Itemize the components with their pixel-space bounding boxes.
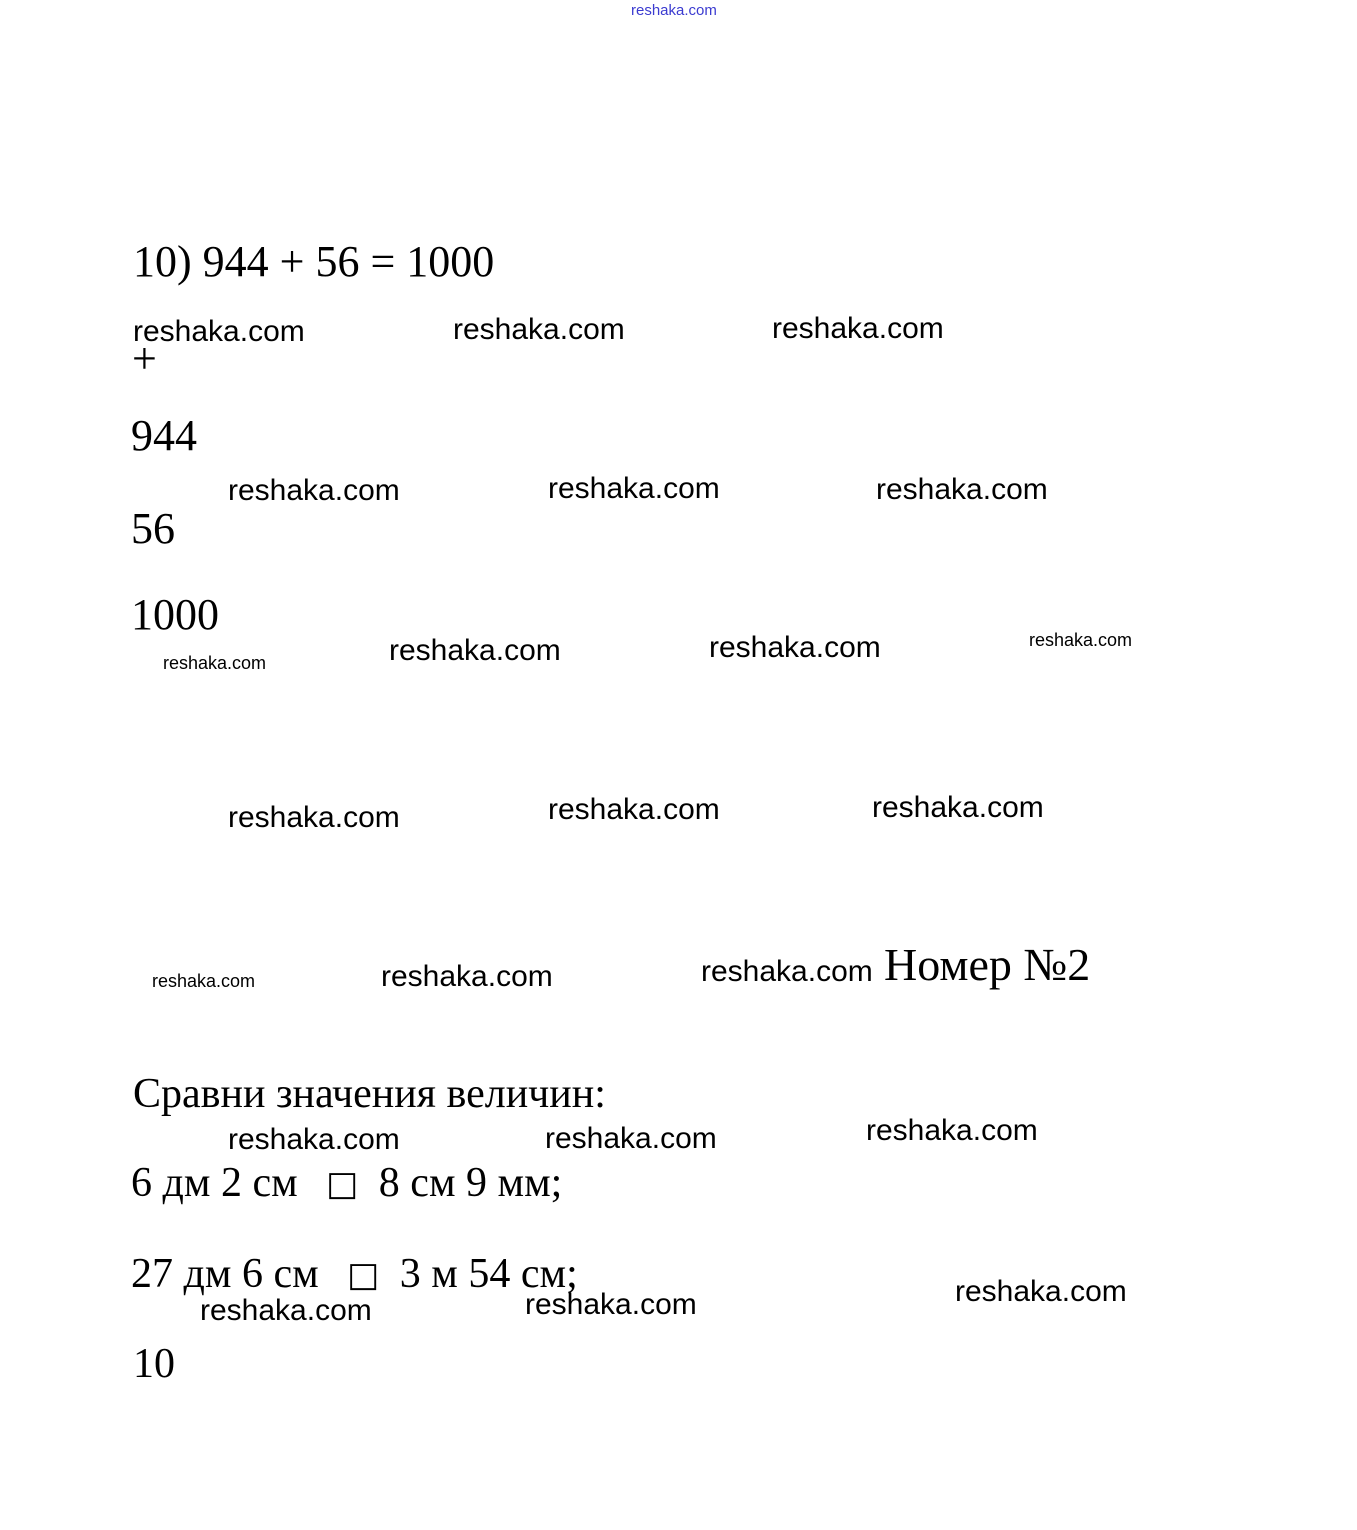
addend-second: 56	[131, 504, 175, 553]
watermark: reshaka.com	[228, 1123, 400, 1156]
watermark: reshaka.com	[701, 955, 873, 988]
watermark: reshaka.com	[548, 793, 720, 826]
watermark: reshaka.com	[453, 313, 625, 346]
comparison-row-2	[131, 1250, 578, 1298]
task-prompt: Сравни значения величин:	[133, 1071, 606, 1117]
watermark: reshaka.com	[876, 473, 1048, 506]
watermark: reshaka.com	[872, 791, 1044, 824]
watermark: reshaka.com	[200, 1294, 372, 1327]
equation-line: 10) 944 + 56 = 1000	[133, 237, 495, 286]
comparison-row-1	[131, 1159, 562, 1207]
watermark: reshaka.com	[381, 960, 553, 993]
comparison-right-1: 8 см 9 мм;	[378, 1160, 563, 1206]
comparison-box-2[interactable]: □	[347, 1255, 380, 1295]
comparison-left-1: 6 дм 2 см	[131, 1160, 298, 1206]
watermark: reshaka.com	[955, 1275, 1127, 1308]
watermark: reshaka.com	[389, 634, 561, 667]
plus-sign: +	[132, 334, 157, 383]
page-number: 10	[133, 1341, 175, 1387]
addend-first: 944	[131, 411, 197, 460]
watermark: reshaka.com	[163, 653, 267, 673]
watermark: reshaka.com	[228, 801, 400, 834]
addition-sum: 1000	[131, 590, 219, 639]
watermark: reshaka.com	[548, 472, 720, 505]
watermark: reshaka.com	[545, 1122, 717, 1155]
watermark: reshaka.com	[709, 631, 881, 664]
watermark: reshaka.com	[1029, 630, 1133, 650]
comparison-right-2: 3 м 54 см;	[399, 1251, 578, 1297]
watermark: reshaka.com	[866, 1114, 1038, 1147]
watermark: reshaka.com	[772, 312, 944, 345]
task-heading: Номер №2	[884, 939, 1091, 990]
comparison-box-1[interactable]: □	[326, 1164, 359, 1204]
top-watermark: reshaka.com	[631, 2, 717, 19]
watermark: reshaka.com	[152, 971, 256, 991]
watermark: reshaka.com	[525, 1288, 697, 1321]
comparison-left-2: 27 дм 6 см	[131, 1251, 319, 1297]
watermark: reshaka.com	[228, 474, 400, 507]
watermark: reshaka.com	[133, 315, 305, 348]
